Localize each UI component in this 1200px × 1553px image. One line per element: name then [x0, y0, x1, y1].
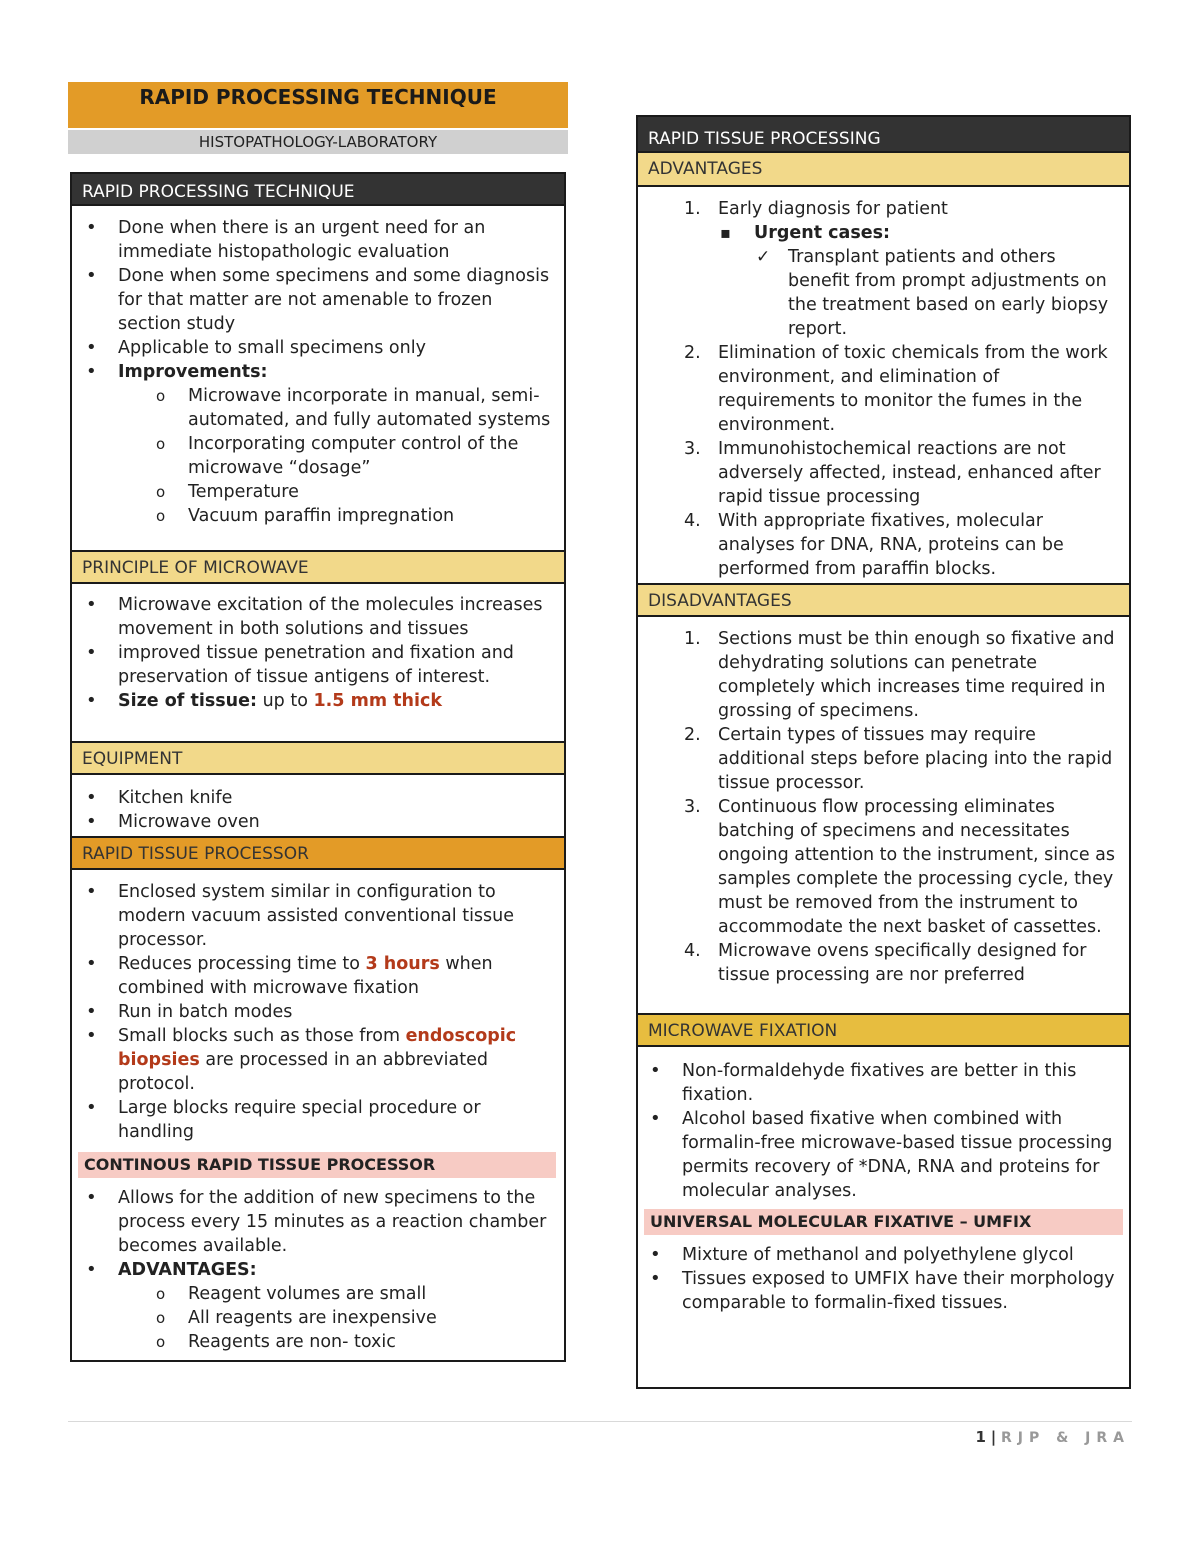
improvements-label: Improvements:	[118, 362, 268, 382]
list-item	[118, 1258, 554, 1354]
list-item	[684, 939, 1117, 987]
text: Certain types of tissues may require additional steps before placing into the rapid tissue processor.	[718, 725, 1113, 793]
list-item	[118, 952, 554, 1000]
principle-list	[72, 584, 564, 741]
advantages-list	[638, 187, 1129, 583]
page-number: 1	[975, 1428, 986, 1446]
section-header-microwave-fixation: MICROWAVE FIXATION	[638, 1013, 1129, 1047]
text: are processed in an abbreviated protocol.	[118, 1050, 488, 1094]
footer-separator: |	[990, 1428, 997, 1446]
list-item: • Large blocks require special procedure or handling	[118, 1096, 554, 1144]
list-item: • Run in batch modes	[118, 1000, 554, 1024]
list-item: • Non-formaldehyde fixatives are better in this fixation.	[682, 1059, 1117, 1107]
list-number: 2.	[684, 343, 701, 363]
umfix-list	[638, 1235, 1129, 1315]
list-item: • Done when there is an urgent need for an immediate histopathologic evaluation	[118, 216, 554, 264]
page-title: RAPID PROCESSING TECHNIQUE	[68, 82, 568, 128]
text: Reduces processing time to	[118, 954, 366, 974]
disadvantages-list	[638, 617, 1129, 1013]
text: Early diagnosis for patient	[718, 199, 948, 219]
right-column-box	[636, 115, 1131, 1389]
list-item: • Mixture of methanol and polyethylene glycol	[682, 1243, 1117, 1267]
section-header-continuous-processor: CONTINOUS RAPID TISSUE PROCESSOR	[78, 1152, 556, 1178]
list-item	[118, 689, 554, 713]
rpt-list	[72, 206, 564, 550]
list-item: • improved tissue penetration and fixation and preservation of tissue antigens of interest.	[118, 641, 554, 689]
list-item: • Microwave excitation of the molecules increases movement in both solutions and tissues	[118, 593, 554, 641]
section-header-advantages: ADVANTAGES	[638, 153, 1129, 187]
list-number: 1.	[684, 199, 701, 219]
list-item: • Alcohol based fixative when combined with formalin-free microwave-based tissue processing permits recovery of *DNA, RNA and proteins for molecular analyses.	[682, 1107, 1117, 1203]
list-item	[684, 197, 1117, 341]
urgent-label: Urgent cases:	[754, 223, 891, 243]
list-number: 3.	[684, 439, 701, 459]
section-header-rapid-tissue-processor: RAPID TISSUE PROCESSOR	[72, 836, 564, 870]
text: Sections must be thin enough so fixative and dehydrating solutions can penetrate completely which increases time required in grossing of specimens.	[718, 629, 1115, 721]
advantages-label: ADVANTAGES:	[118, 1260, 257, 1280]
list-item: • Kitchen knife	[118, 786, 554, 810]
highlight: 3 hours	[365, 954, 440, 974]
text: Microwave ovens specifically designed for tissue processing are nor preferred	[718, 941, 1087, 985]
list-item: • Tissues exposed to UMFIX have their morphology comparable to formalin-fixed tissues.	[682, 1267, 1117, 1315]
footer-authors: RJP & JRA	[1000, 1430, 1130, 1446]
section-header-equipment: EQUIPMENT	[72, 741, 564, 775]
list-item	[118, 1024, 554, 1096]
list-item	[754, 221, 1117, 341]
text: when combined with microwave fixation	[118, 954, 493, 998]
section-header-umfix: UNIVERSAL MOLECULAR FIXATIVE – UMFIX	[644, 1209, 1123, 1235]
list-item	[684, 627, 1117, 723]
list-item	[684, 723, 1117, 795]
text: Small blocks such as those from	[118, 1026, 406, 1046]
fixation-list	[638, 1047, 1129, 1203]
list-item: o Reagents are non- toxic	[188, 1330, 554, 1354]
highlight: endoscopic biopsies	[118, 1026, 517, 1070]
processor-list	[72, 870, 564, 1152]
list-item: o Incorporating computer control of the microwave “dosage”	[188, 432, 554, 480]
section-header-rapid-tissue-processing: RAPID TISSUE PROCESSING	[638, 117, 1129, 153]
list-item	[684, 437, 1117, 509]
list-item: • Done when some specimens and some diagnosis for that matter are not amenable to frozen section study	[118, 264, 554, 336]
list-item: • Microwave oven	[118, 810, 554, 834]
list-number: 3.	[684, 797, 701, 817]
list-item: • Allows for the addition of new specimens to the process every 15 minutes as a reaction chamber becomes available.	[118, 1186, 554, 1258]
list-item: • Enclosed system similar in configuration to modern vacuum assisted conventional tissue processor.	[118, 880, 554, 952]
section-header-disadvantages: DISADVANTAGES	[638, 583, 1129, 617]
list-item: o All reagents are inexpensive	[188, 1306, 554, 1330]
size-value: 1.5 mm thick	[313, 691, 442, 711]
list-item	[684, 795, 1117, 939]
list-number: 2.	[684, 725, 701, 745]
equipment-list	[72, 775, 564, 836]
list-item	[684, 509, 1117, 581]
page-footer	[960, 1428, 1130, 1446]
section-header-rapid-processing-technique: RAPID PROCESSING TECHNIQUE	[72, 174, 564, 206]
list-item	[118, 360, 554, 528]
size-prefix: up to	[257, 691, 314, 711]
list-item: ✓ Transplant patients and others benefit from prompt adjustments on the treatment based on early biopsy report.	[788, 245, 1117, 341]
list-item: o Vacuum paraffin impregnation	[188, 504, 554, 528]
section-header-principle-of-microwave: PRINCIPLE OF MICROWAVE	[72, 550, 564, 584]
text: Continuous flow processing eliminates batching of specimens and necessitates ongoing attention to the instrument, since as samples complete the processing cycle, they must be removed from the instrument to accommodate the next basket of cassettes.	[718, 797, 1116, 937]
text: Elimination of toxic chemicals from the work environment, and elimination of requirements to monitor the fumes in the environment.	[718, 343, 1108, 435]
list-number: 4.	[684, 511, 701, 531]
text: With appropriate fixatives, molecular analyses for DNA, RNA, proteins can be performed from paraffin blocks.	[718, 511, 1064, 579]
text: Immunohistochemical reactions are not adversely affected, instead, enhanced after rapid tissue processing	[718, 439, 1101, 507]
left-column-box	[70, 172, 566, 1362]
list-item: o Reagent volumes are small	[188, 1282, 554, 1306]
list-item	[684, 341, 1117, 437]
page-subtitle: HISTOPATHOLOGY-LABORATORY	[68, 130, 568, 154]
list-item: o Microwave incorporate in manual, semi-automated, and fully automated systems	[188, 384, 554, 432]
list-number: 4.	[684, 941, 701, 961]
list-item: o Temperature	[188, 480, 554, 504]
size-label: Size of tissue:	[118, 691, 258, 711]
list-item: • Applicable to small specimens only	[118, 336, 554, 360]
continuous-list	[72, 1178, 564, 1354]
list-number: 1.	[684, 629, 701, 649]
footer-divider	[68, 1421, 1132, 1422]
